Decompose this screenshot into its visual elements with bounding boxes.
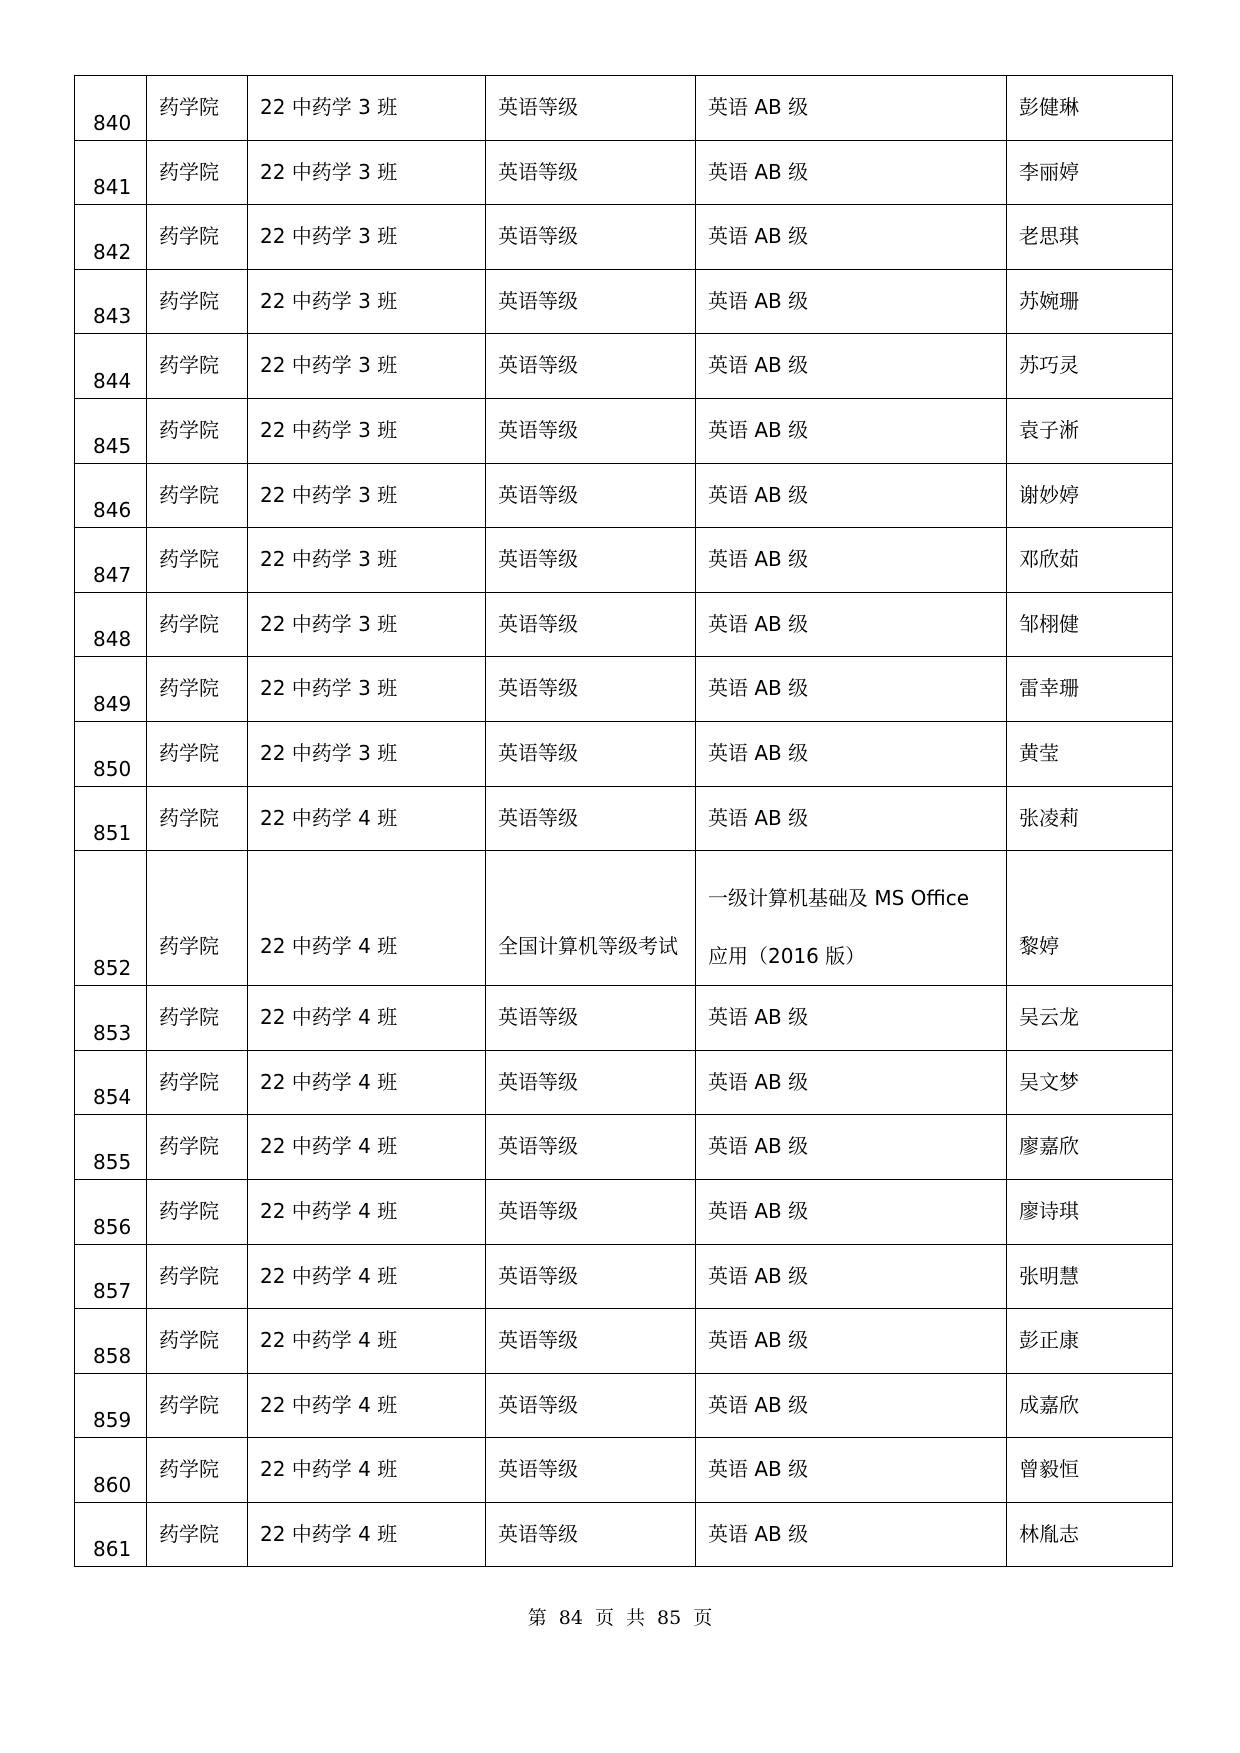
category-cell: 英语等级 bbox=[486, 721, 696, 786]
class-cell: 22 中药学 4 班 bbox=[248, 1115, 486, 1180]
category-cell: 英语等级 bbox=[486, 786, 696, 851]
table-row bbox=[75, 334, 1173, 399]
row-number: 842 bbox=[75, 205, 147, 270]
student-name-cell: 吴文梦 bbox=[1007, 1050, 1173, 1115]
table-row bbox=[75, 1050, 1173, 1115]
results-table bbox=[74, 75, 1173, 1567]
table-row bbox=[75, 205, 1173, 270]
class-cell: 22 中药学 4 班 bbox=[248, 1373, 486, 1438]
table-row bbox=[75, 851, 1173, 986]
table-row bbox=[75, 1309, 1173, 1374]
class-cell: 22 中药学 3 班 bbox=[248, 205, 486, 270]
class-cell: 22 中药学 3 班 bbox=[248, 592, 486, 657]
category-cell: 英语等级 bbox=[486, 1115, 696, 1180]
class-cell: 22 中药学 3 班 bbox=[248, 269, 486, 334]
class-cell: 22 中药学 4 班 bbox=[248, 1502, 486, 1567]
level-cell: 英语 AB 级 bbox=[696, 334, 1007, 399]
college-cell: 药学院 bbox=[147, 463, 248, 528]
row-number: 843 bbox=[75, 269, 147, 334]
student-name-cell: 老思琪 bbox=[1007, 205, 1173, 270]
class-cell: 22 中药学 3 班 bbox=[248, 76, 486, 141]
level-cell: 英语 AB 级 bbox=[696, 1502, 1007, 1567]
level-cell: 英语 AB 级 bbox=[696, 1115, 1007, 1180]
college-cell: 药学院 bbox=[147, 657, 248, 722]
level-cell: 英语 AB 级 bbox=[696, 76, 1007, 141]
table-row bbox=[75, 786, 1173, 851]
student-name-cell: 曾毅恒 bbox=[1007, 1438, 1173, 1503]
level-cell: 英语 AB 级 bbox=[696, 1244, 1007, 1309]
student-name-cell: 袁子淅 bbox=[1007, 398, 1173, 463]
student-name-cell: 苏巧灵 bbox=[1007, 334, 1173, 399]
category-cell: 英语等级 bbox=[486, 528, 696, 593]
table-row bbox=[75, 269, 1173, 334]
class-cell: 22 中药学 4 班 bbox=[248, 1309, 486, 1374]
student-name-cell: 廖诗琪 bbox=[1007, 1179, 1173, 1244]
row-number: 848 bbox=[75, 592, 147, 657]
level-cell: 英语 AB 级 bbox=[696, 1373, 1007, 1438]
table-row bbox=[75, 592, 1173, 657]
table-row bbox=[75, 721, 1173, 786]
category-cell: 英语等级 bbox=[486, 1438, 696, 1503]
results-table-container bbox=[74, 75, 1172, 1567]
student-name-cell: 张明慧 bbox=[1007, 1244, 1173, 1309]
class-cell: 22 中药学 4 班 bbox=[248, 1050, 486, 1115]
row-number: 849 bbox=[75, 657, 147, 722]
table-body bbox=[75, 76, 1173, 1567]
category-cell: 英语等级 bbox=[486, 398, 696, 463]
college-cell: 药学院 bbox=[147, 1309, 248, 1374]
category-cell: 英语等级 bbox=[486, 76, 696, 141]
category-cell: 英语等级 bbox=[486, 1244, 696, 1309]
level-cell: 英语 AB 级 bbox=[696, 786, 1007, 851]
class-cell: 22 中药学 4 班 bbox=[248, 851, 486, 986]
category-cell: 全国计算机等级考试 bbox=[486, 851, 696, 986]
college-cell: 药学院 bbox=[147, 1373, 248, 1438]
college-cell: 药学院 bbox=[147, 1179, 248, 1244]
student-name-cell: 张凌莉 bbox=[1007, 786, 1173, 851]
category-cell: 英语等级 bbox=[486, 657, 696, 722]
category-cell: 英语等级 bbox=[486, 592, 696, 657]
row-number: 841 bbox=[75, 140, 147, 205]
category-cell: 英语等级 bbox=[486, 1309, 696, 1374]
college-cell: 药学院 bbox=[147, 786, 248, 851]
college-cell: 药学院 bbox=[147, 592, 248, 657]
row-number: 850 bbox=[75, 721, 147, 786]
college-cell: 药学院 bbox=[147, 140, 248, 205]
level-cell: 英语 AB 级 bbox=[696, 592, 1007, 657]
level-cell: 英语 AB 级 bbox=[696, 1179, 1007, 1244]
table-row bbox=[75, 140, 1173, 205]
college-cell: 药学院 bbox=[147, 1115, 248, 1180]
student-name-cell: 廖嘉欣 bbox=[1007, 1115, 1173, 1180]
row-number: 854 bbox=[75, 1050, 147, 1115]
class-cell: 22 中药学 3 班 bbox=[248, 721, 486, 786]
category-cell: 英语等级 bbox=[486, 986, 696, 1051]
college-cell: 药学院 bbox=[147, 528, 248, 593]
table-row bbox=[75, 528, 1173, 593]
table-row bbox=[75, 76, 1173, 141]
row-number: 855 bbox=[75, 1115, 147, 1180]
student-name-cell: 邹栩健 bbox=[1007, 592, 1173, 657]
table-row bbox=[75, 657, 1173, 722]
class-cell: 22 中药学 4 班 bbox=[248, 986, 486, 1051]
student-name-cell: 黄莹 bbox=[1007, 721, 1173, 786]
college-cell: 药学院 bbox=[147, 721, 248, 786]
row-number: 846 bbox=[75, 463, 147, 528]
level-cell: 英语 AB 级 bbox=[696, 1438, 1007, 1503]
student-name-cell: 邓欣茹 bbox=[1007, 528, 1173, 593]
class-cell: 22 中药学 3 班 bbox=[248, 334, 486, 399]
row-number: 845 bbox=[75, 398, 147, 463]
student-name-cell: 苏婉珊 bbox=[1007, 269, 1173, 334]
row-number: 859 bbox=[75, 1373, 147, 1438]
table-row bbox=[75, 1115, 1173, 1180]
class-cell: 22 中药学 3 班 bbox=[248, 657, 486, 722]
row-number: 853 bbox=[75, 986, 147, 1051]
table-row bbox=[75, 986, 1173, 1051]
table-row bbox=[75, 1244, 1173, 1309]
level-cell: 英语 AB 级 bbox=[696, 398, 1007, 463]
college-cell: 药学院 bbox=[147, 1502, 248, 1567]
student-name-cell: 彭健琳 bbox=[1007, 76, 1173, 141]
row-number: 861 bbox=[75, 1502, 147, 1567]
row-number: 857 bbox=[75, 1244, 147, 1309]
level-cell: 英语 AB 级 bbox=[696, 721, 1007, 786]
table-row bbox=[75, 1438, 1173, 1503]
level-cell: 英语 AB 级 bbox=[696, 528, 1007, 593]
row-number: 858 bbox=[75, 1309, 147, 1374]
college-cell: 药学院 bbox=[147, 334, 248, 399]
row-number: 852 bbox=[75, 851, 147, 986]
category-cell: 英语等级 bbox=[486, 334, 696, 399]
level-cell: 英语 AB 级 bbox=[696, 140, 1007, 205]
class-cell: 22 中药学 3 班 bbox=[248, 398, 486, 463]
table-row bbox=[75, 398, 1173, 463]
college-cell: 药学院 bbox=[147, 1050, 248, 1115]
row-number: 844 bbox=[75, 334, 147, 399]
table-row bbox=[75, 1373, 1173, 1438]
row-number: 847 bbox=[75, 528, 147, 593]
class-cell: 22 中药学 4 班 bbox=[248, 1244, 486, 1309]
level-cell: 英语 AB 级 bbox=[696, 205, 1007, 270]
college-cell: 药学院 bbox=[147, 205, 248, 270]
category-cell: 英语等级 bbox=[486, 463, 696, 528]
level-cell: 英语 AB 级 bbox=[696, 269, 1007, 334]
category-cell: 英语等级 bbox=[486, 1502, 696, 1567]
level-cell: 英语 AB 级 bbox=[696, 1050, 1007, 1115]
row-number: 851 bbox=[75, 786, 147, 851]
college-cell: 药学院 bbox=[147, 269, 248, 334]
class-cell: 22 中药学 3 班 bbox=[248, 463, 486, 528]
level-cell: 一级计算机基础及 MS Office 应用（2016 版） bbox=[696, 851, 1007, 986]
class-cell: 22 中药学 3 班 bbox=[248, 140, 486, 205]
level-cell: 英语 AB 级 bbox=[696, 986, 1007, 1051]
student-name-cell: 黎婷 bbox=[1007, 851, 1173, 986]
student-name-cell: 雷幸珊 bbox=[1007, 657, 1173, 722]
row-number: 840 bbox=[75, 76, 147, 141]
level-cell: 英语 AB 级 bbox=[696, 1309, 1007, 1374]
table-row bbox=[75, 1179, 1173, 1244]
student-name-cell: 李丽婷 bbox=[1007, 140, 1173, 205]
level-cell: 英语 AB 级 bbox=[696, 463, 1007, 528]
page-footer: 第 84 页 共 85 页 bbox=[527, 1607, 713, 1629]
category-cell: 英语等级 bbox=[486, 1050, 696, 1115]
category-cell: 英语等级 bbox=[486, 269, 696, 334]
class-cell: 22 中药学 4 班 bbox=[248, 1179, 486, 1244]
category-cell: 英语等级 bbox=[486, 1373, 696, 1438]
table-row bbox=[75, 463, 1173, 528]
row-number: 860 bbox=[75, 1438, 147, 1503]
level-cell: 英语 AB 级 bbox=[696, 657, 1007, 722]
student-name-cell: 吴云龙 bbox=[1007, 986, 1173, 1051]
college-cell: 药学院 bbox=[147, 1244, 248, 1309]
class-cell: 22 中药学 3 班 bbox=[248, 528, 486, 593]
category-cell: 英语等级 bbox=[486, 205, 696, 270]
category-cell: 英语等级 bbox=[486, 140, 696, 205]
college-cell: 药学院 bbox=[147, 1438, 248, 1503]
student-name-cell: 彭正康 bbox=[1007, 1309, 1173, 1374]
category-cell: 英语等级 bbox=[486, 1179, 696, 1244]
student-name-cell: 林胤志 bbox=[1007, 1502, 1173, 1567]
class-cell: 22 中药学 4 班 bbox=[248, 1438, 486, 1503]
table-row bbox=[75, 1502, 1173, 1567]
row-number: 856 bbox=[75, 1179, 147, 1244]
college-cell: 药学院 bbox=[147, 76, 248, 141]
student-name-cell: 成嘉欣 bbox=[1007, 1373, 1173, 1438]
class-cell: 22 中药学 4 班 bbox=[248, 786, 486, 851]
student-name-cell: 谢妙婷 bbox=[1007, 463, 1173, 528]
college-cell: 药学院 bbox=[147, 986, 248, 1051]
college-cell: 药学院 bbox=[147, 851, 248, 986]
college-cell: 药学院 bbox=[147, 398, 248, 463]
